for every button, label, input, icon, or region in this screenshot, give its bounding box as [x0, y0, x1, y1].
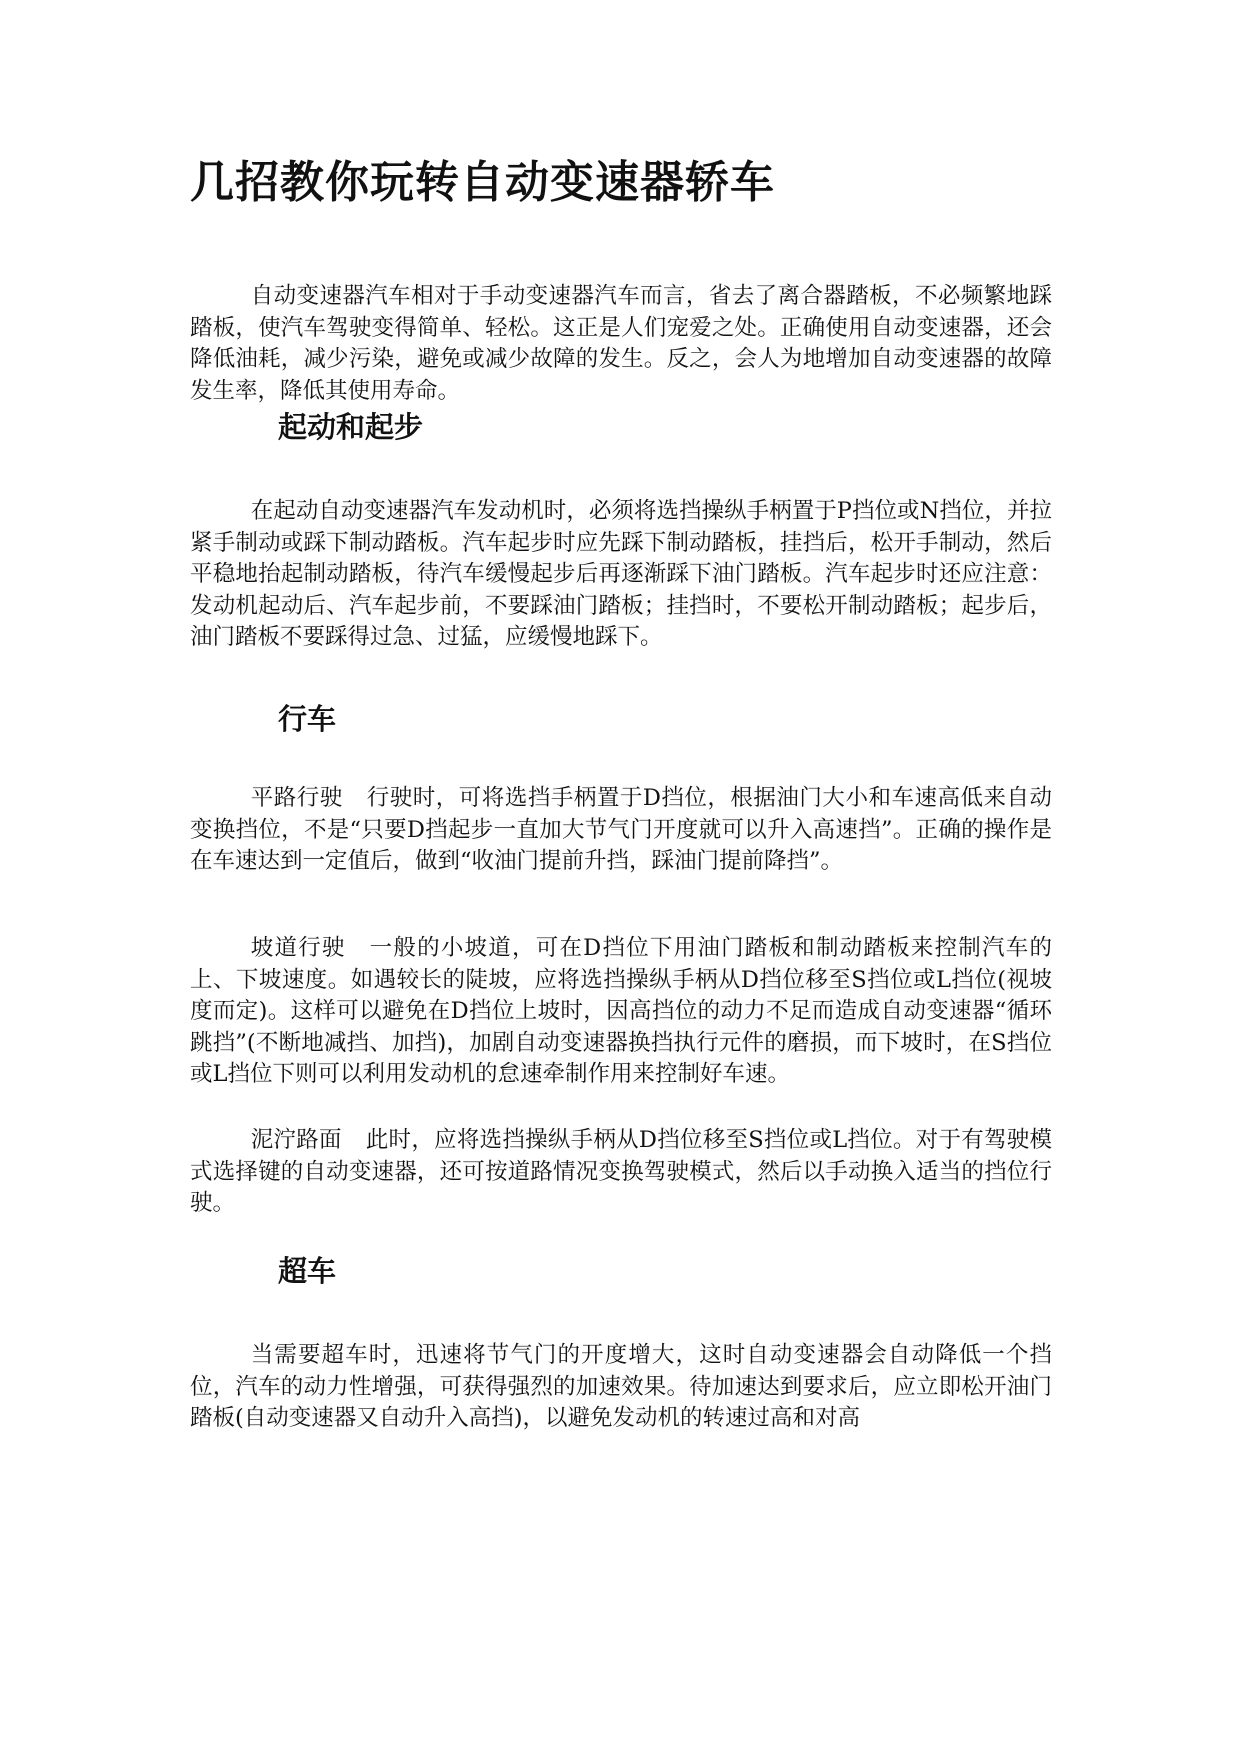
driving-slope-lead: 坡道行驶 [250, 935, 346, 961]
section-heading-driving: 行车 [278, 702, 337, 736]
document-title: 几招教你玩转自动变速器轿车 [190, 157, 775, 208]
driving-flat-paragraph [190, 783, 1052, 878]
section-start-paragraph: 在起动自动变速器汽车发动机时，必须将选挡操纵手柄置于P挡位或N挡位，并拉紧手制动或踩下制动踏板。汽车起步时应先踩下制动踏板，挂挡后，松开手制动，然后平稳地抬起制动踏板，待汽车缓慢起步后再逐渐踩下油门踏板。汽车起步时还应注意：发动机起动后、汽车起步前，不要踩油门踏板；挂挡时，不要松开制动踏板；起步后，油门踏板不要踩得过急、过猛，应缓慢地踩下。 [190, 498, 1052, 650]
intro-paragraph: 自动变速器汽车相对于手动变速器汽车而言，省去了离合器踏板，不必频繁地踩踏板，使汽车驾驶变得简单、轻松。这正是人们宠爱之处。正确使用自动变速器，还会降低油耗，减少污染，避免或减少故障的发生。反之，会人为地增加自动变速器的故障发生率，降低其使用寿命。 [190, 283, 1052, 404]
section-heading-start: 起动和起步 [278, 410, 424, 444]
driving-flat-lead: 平路行驶 [250, 785, 343, 811]
driving-slope-paragraph [190, 933, 1052, 1091]
overtaking-paragraph: 当需要超车时，迅速将节气门的开度增大，这时自动变速器会自动降低一个挡位，汽车的动力性增强，可获得强烈的加速效果。待加速达到要求后，应立即松开油门踏板(自动变速器又自动升入高挡)，以避免发动机的转速过高和对高 [190, 1342, 1052, 1431]
driving-flat-text: 行驶时，可将选挡手柄置于D挡位，根据油门大小和车速高低来自动变换挡位，不是“只要D挡起步一直加大节气门开度就可以升入高速挡”。正确的操作是在车速达到一定值后，做到“收油门提前升挡，踩油门提前降挡”。 [190, 785, 1052, 874]
section-heading-overtaking: 超车 [278, 1254, 337, 1288]
driving-mud-lead: 泥泞路面 [250, 1127, 342, 1153]
driving-mud-text: 此时，应将选挡操纵手柄从D挡位移至S挡位或L挡位。对于有驾驶模式选择键的自动变速器，还可按道路情况变换驾驶模式，然后以手动换入适当的挡位行驶。 [190, 1127, 1052, 1216]
driving-mud-paragraph [190, 1125, 1052, 1220]
driving-slope-text: 一般的小坡道，可在D挡位下用油门踏板和制动踏板来控制汽车的上、下坡速度。如遇较长的陡坡，应将选挡操纵手柄从D挡位移至S挡位或L挡位(视坡度而定)。这样可以避免在D挡位上坡时，因高挡位的动力不足而造成自动变速器“循环跳挡”(不断地减挡、加挡)，加剧自动变速器换挡执行元件的磨损，而下坡时，在S挡位或L挡位下则可以利用发动机的怠速牵制作用来控制好车速。 [190, 935, 1052, 1087]
